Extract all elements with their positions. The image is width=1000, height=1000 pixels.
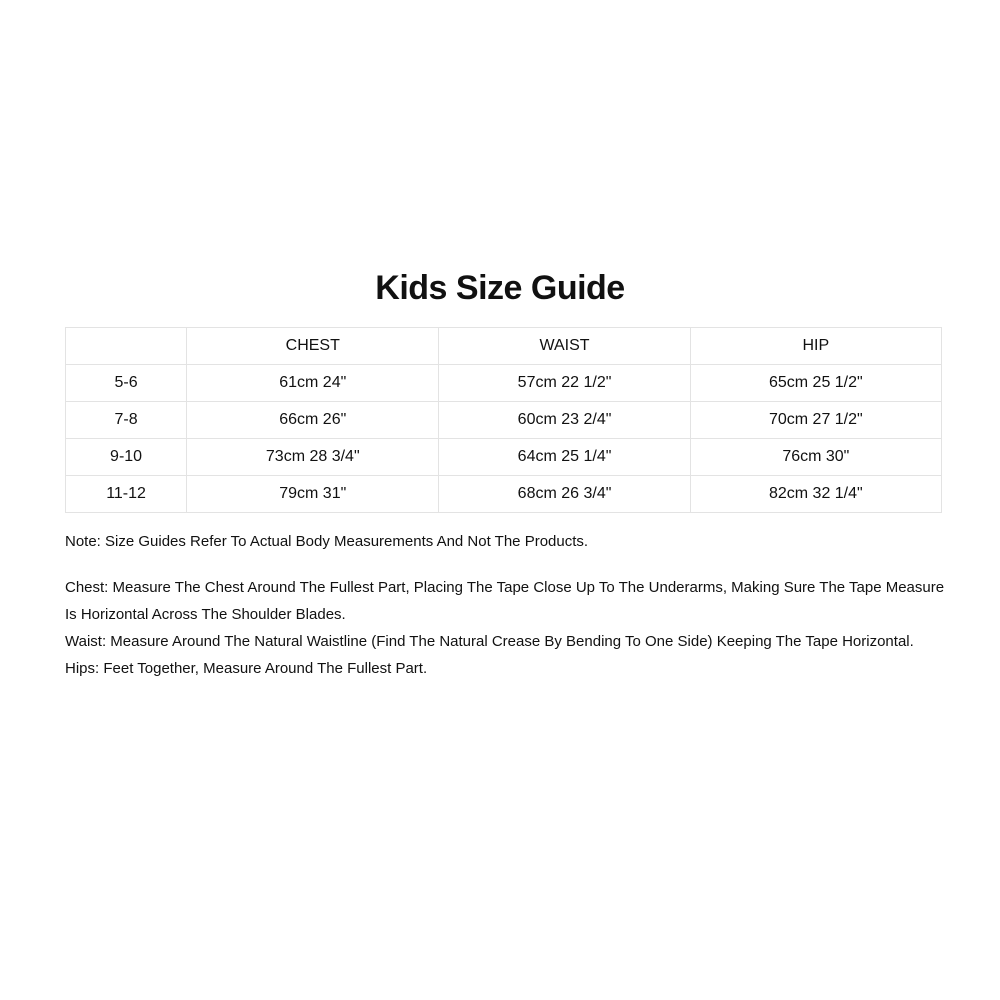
hip-cell: 82cm 32 1/4"	[690, 476, 941, 513]
chest-cell: 61cm 24"	[187, 365, 439, 402]
table-row	[66, 365, 942, 402]
size-note: Note: Size Guides Refer To Actual Body Measurements And Not The Products.	[65, 533, 589, 550]
waist-cell: 68cm 26 3/4"	[439, 476, 690, 513]
page-title: Kids Size Guide	[375, 269, 625, 307]
header-waist: WAIST	[439, 328, 690, 365]
table-row	[66, 439, 942, 476]
chest-cell: 79cm 31"	[187, 476, 439, 513]
waist-cell: 64cm 25 1/4"	[439, 439, 690, 476]
chest-instruction: Chest: Measure The Chest Around The Fullest Part, Placing The Tape Close Up To The Underarms, Making Sure The Tape Measure Is Horizontal Across The Shoulder Blades.	[65, 579, 945, 623]
hip-cell: 65cm 25 1/2"	[690, 365, 941, 402]
chest-cell: 66cm 26"	[187, 402, 439, 439]
size-cell: 11-12	[66, 476, 187, 513]
hip-cell: 76cm 30"	[690, 439, 941, 476]
header-chest: CHEST	[187, 328, 439, 365]
hips-instruction: Hips: Feet Together, Measure Around The Fullest Part.	[65, 660, 428, 677]
size-cell: 9-10	[66, 439, 187, 476]
table-row	[66, 402, 942, 439]
size-table	[65, 327, 942, 513]
waist-cell: 60cm 23 2/4"	[439, 402, 690, 439]
size-cell: 5-6	[66, 365, 187, 402]
waist-cell: 57cm 22 1/2"	[439, 365, 690, 402]
table-row	[66, 476, 942, 513]
hip-cell: 70cm 27 1/2"	[690, 402, 941, 439]
measurement-instructions	[65, 574, 945, 682]
header-size	[66, 328, 187, 365]
chest-cell: 73cm 28 3/4"	[187, 439, 439, 476]
size-cell: 7-8	[66, 402, 187, 439]
waist-instruction: Waist: Measure Around The Natural Waistline (Find The Natural Crease By Bending To One Side) Keeping The Tape Horizontal.	[65, 633, 914, 650]
table-header-row	[66, 328, 942, 365]
header-hip: HIP	[690, 328, 941, 365]
